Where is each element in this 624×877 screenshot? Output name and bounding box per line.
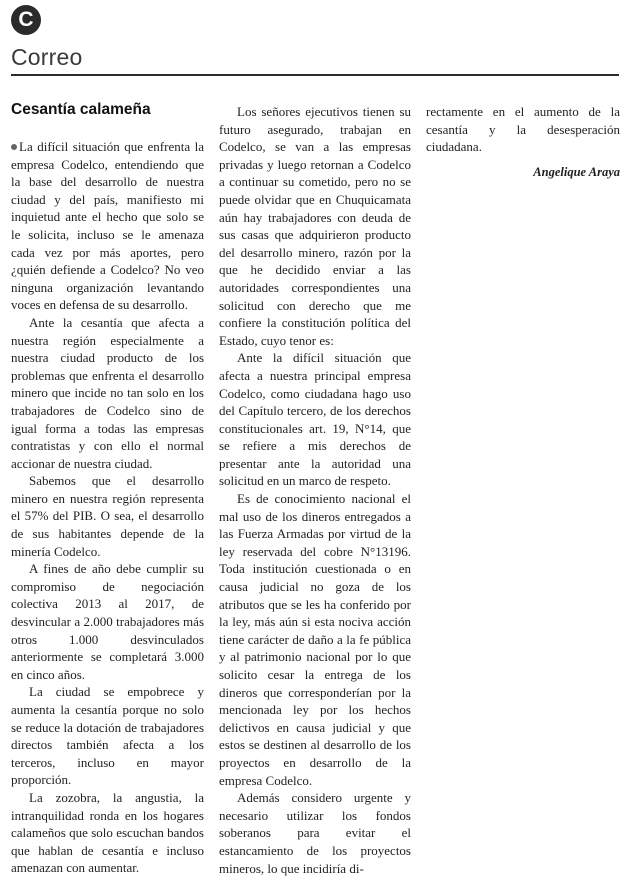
- author-signature: Angelique Araya: [533, 164, 620, 179]
- article-paragraph: Los señores ejecutivos tienen su futuro asegurado, trabajan en Codelco, se van a las empresas privadas y luego retornan a Codelco a continuar su cometido, pero no se puede olvidar que en Chuquicamata aún hay trabajadores con deuda de sus casas que adquirieron producto del desarrollo minero, razón por la que he decidido enviar a las autoridades correspondientes una solicitud con derecho que me confiere la constitución política del Estado, cuyo tenor es:: [219, 104, 411, 348]
- article-paragraph: rectamente en el aumento de la cesantía y la desesperación ciudadana.: [426, 104, 620, 155]
- header-divider: [11, 74, 619, 76]
- paragraph-text: La difícil situación que enfrenta la empresa Codelco, entendiendo que la base del desarrollo de nuestra ciudad y del país, manifiesto mi inquietud ante el hecho que solo se le solicita, incluso se le amenaza cada vez por más aportes, pero ¿quién defiende a Codelco? No veo ninguna organización levantando voces en defensa de su desarrollo.: [11, 139, 204, 313]
- article-column-1: [11, 138, 204, 877]
- bullet-icon: [11, 144, 17, 150]
- article-paragraph: Es de conocimiento nacional el mal uso de los dineros entregados a las Fuerza Armadas por virtud de la ley reservada del cobre N°13196. Toda institución cuestionada o en causa judicial no goza de los atributos que se les ha conferido por la ley, más aún si esta nociva acción tiene carácter de daño a la fe pública y al patrimonio nacional por lo que solicito cesar la entrega de los dineros que corresponderían por la mencionada ley por los hechos delictivos en causa judicial y que estos se destinen al desarrollo de los proyectos en desarrollo de la empresa Codelco.: [219, 491, 411, 788]
- article-paragraph: Sabemos que el desarrollo minero en nuestra región representa el 57% del PIB. O sea, el desarrollo de sus habitantes depende de la minería Codelco.: [11, 473, 204, 559]
- article-paragraph: Ante la cesantía que afecta a nuestra región especialmente a nuestra ciudad producto de los problemas que enfrenta el desarrollo minero que incide no tan solo en los trabajadores de Codelco sino de igual forma a todas las empresas contratistas y con ello el normal accionar de nuestra ciudad.: [11, 314, 204, 471]
- article-paragraph: Ante la difícil situación que afecta a nuestra principal empresa Codelco, como ciudadana hago uso del Capítulo tercero, de los derechos constitucionales art. 19, N°14, que se refiere a mis derechos de presentar ante la autoridad una solicitud en un marco de respeto.: [219, 350, 411, 489]
- article-paragraph: La ciudad se empobrece y aumenta la cesantía porque no solo se reduce la dotación de trabajadores directos también afecta a los terceros, incluso en mayor proporción.: [11, 684, 204, 788]
- article-headline: Cesantía calameña: [11, 101, 151, 118]
- article-paragraph: La zozobra, la angustia, la intranquilidad ronda en los hogares calameños que solo escuchan bandos que hablan de cesantía e incluso amenazan con aumentar.: [11, 789, 204, 876]
- section-logo-badge: C: [11, 5, 41, 35]
- article-paragraph: A fines de año debe cumplir su compromiso de negociación colectiva 2013 al 2017, de desvincular a 2.000 trabajadores más otros 1.000 desvinculados anteriormente se completará 3.000 en cinco años.: [11, 561, 204, 682]
- article-paragraph: [11, 138, 204, 314]
- article-paragraph: Además considero urgente y necesario utilizar los fondos soberanos para evitar el estancamiento de los proyectos mineros, lo que incidiría di-: [219, 790, 411, 876]
- article-column-2: [219, 103, 411, 877]
- section-title: Correo: [11, 44, 83, 70]
- article-column-3: [426, 103, 620, 181]
